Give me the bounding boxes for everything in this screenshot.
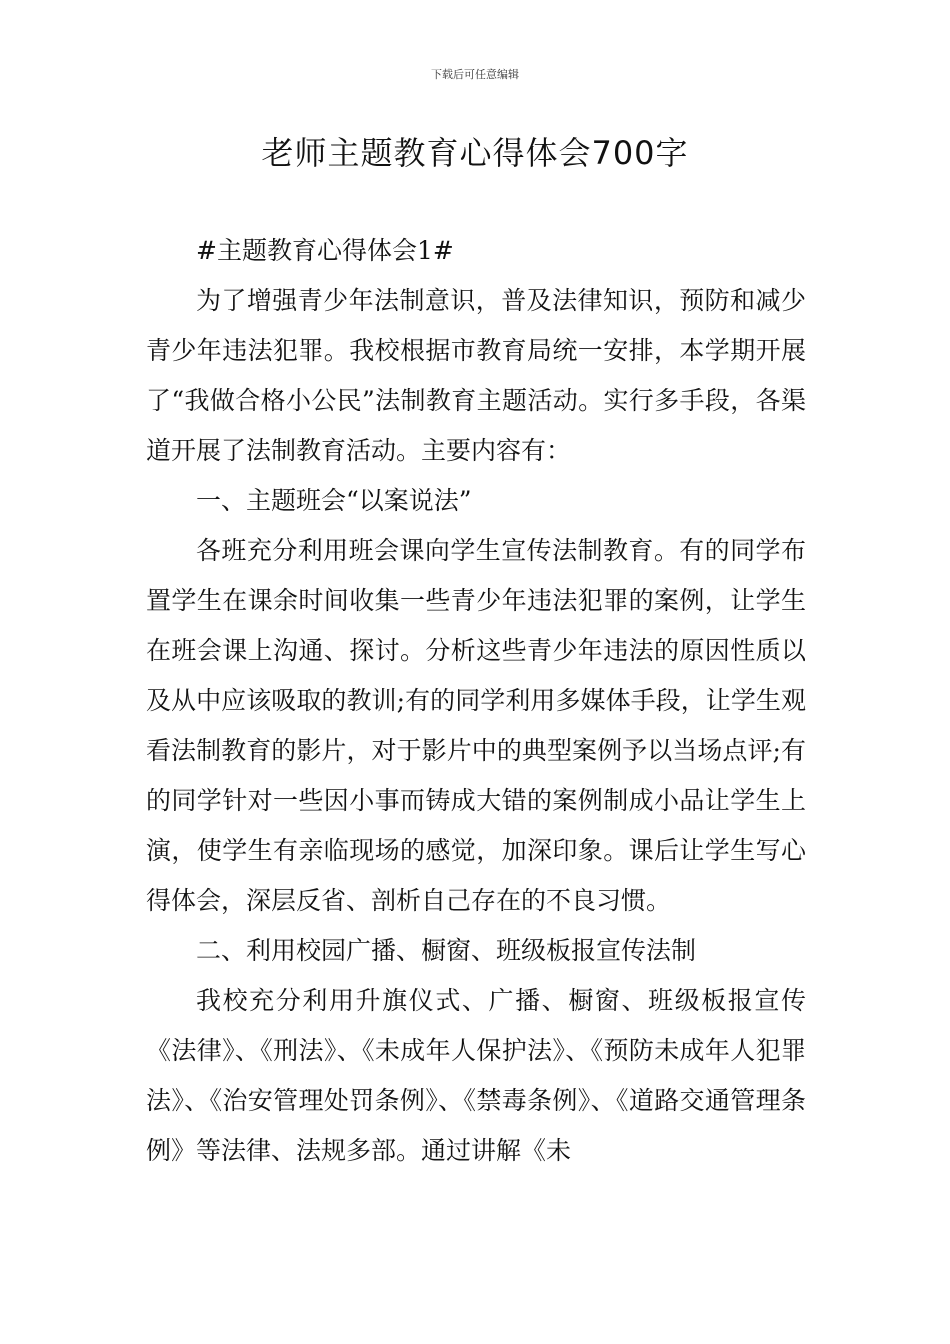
section-heading: #主题教育心得体会1# — [196, 236, 454, 265]
paragraph: 为了增强青少年法制意识，普及法律知识，预防和减少青少年违法犯罪。我校根据市教育局统一安排，本学期开展了“我做合格小公民”法制教育主题活动。实行多手段，各渠道开展了法制教育活动。主要内容有： — [146, 286, 806, 465]
paragraph: 我校充分利用升旗仪式、广播、橱窗、班级板报宣传《法律》、《刑法》、《未成年人保护法》、《预防未成年人犯罪法》、《治安管理处罚条例》、《禁毒条例》、《道路交通管理条例》等法律、法规多部。通过讲解《未 — [146, 986, 806, 1165]
paragraph: 各班充分利用班会课向学生宣传法制教育。有的同学布置学生在课余时间收集一些青少年违法犯罪的案例，让学生在班会课上沟通、探讨。分析这些青少年违法的原因性质以及从中应该吸取的教训;有的同学利用多媒体手段，让学生观看法制教育的影片，对于影片中的典型案例予以当场点评;有的同学针对一些因小事而铸成大错的案例制成小品让学生上演，使学生有亲临现场的感觉，加深印象。课后让学生写心得体会，深层反省、剖析自己存在的不良习惯。 — [146, 536, 806, 915]
document-body — [146, 226, 806, 1176]
subheading: 一、主题班会“以案说法” — [196, 486, 472, 515]
header-note: 下载后可任意编辑 — [431, 68, 519, 81]
document-title: 老师主题教育心得体会700字 — [261, 134, 689, 172]
subheading: 二、利用校园广播、橱窗、班级板报宣传法制 — [196, 936, 697, 965]
